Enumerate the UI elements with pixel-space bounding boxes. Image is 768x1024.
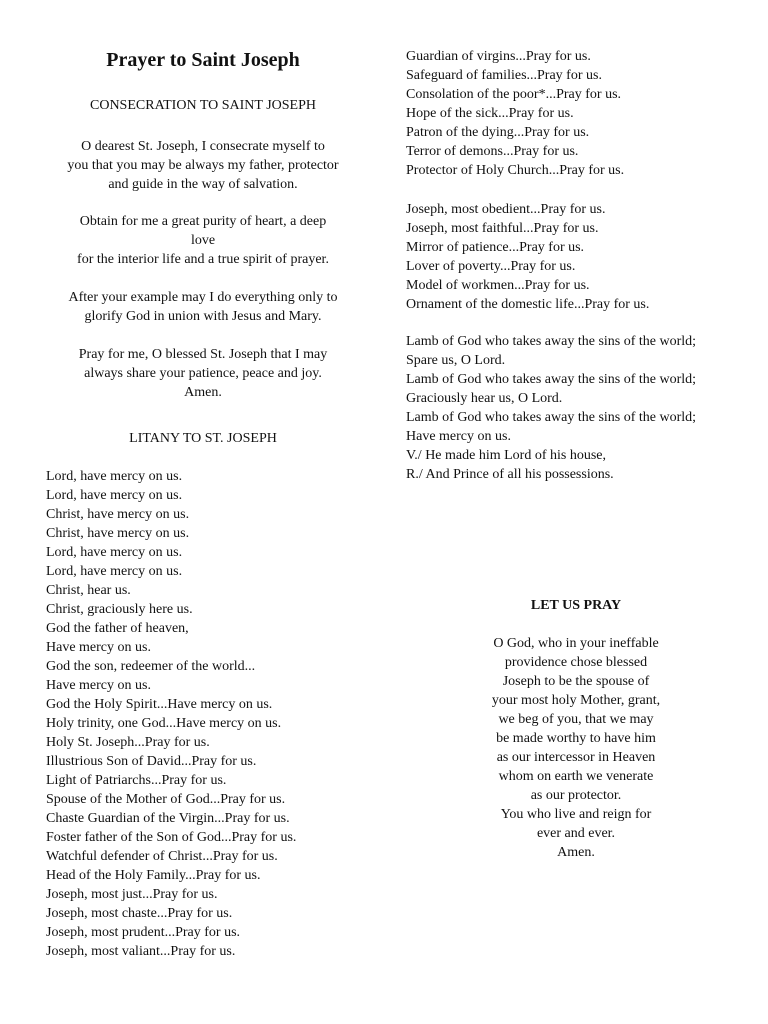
list-item: God the Holy Spirit...Have mercy on us. [46, 697, 273, 712]
consecration-paragraph: Pray for me, O blessed St. Joseph that I may always share your patience, peace and joy. Amen. [78, 347, 328, 400]
list-item: Lover of poverty...Pray for us. [406, 259, 576, 274]
list-item: Christ, hear us. [46, 583, 131, 598]
invocations-list-2 [406, 200, 736, 314]
let-us-pray-heading: LET US PRAY [530, 598, 622, 613]
list-item: Have mercy on us. [46, 640, 151, 655]
consecration-paragraph: After your example may I do everything only to glorify God in union with Jesus and Mary. [68, 290, 338, 324]
list-item: Lamb of God who takes away the sins of the world; [406, 372, 697, 387]
list-item: Graciously hear us, O Lord. [406, 391, 563, 406]
litany-list [46, 467, 376, 961]
list-item: Ornament of the domestic life...Pray for us. [406, 297, 650, 312]
lamb-of-god-list [406, 332, 736, 484]
list-item: Joseph, most prudent...Pray for us. [46, 925, 241, 940]
list-item: Model of workmen...Pray for us. [406, 278, 590, 293]
consecration-heading: CONSECRATION TO SAINT JOSEPH [90, 98, 316, 113]
list-item: Illustrious Son of David...Pray for us. [46, 754, 257, 769]
list-item: Joseph, most obedient...Pray for us. [406, 202, 606, 217]
list-item: Spouse of the Mother of God...Pray for us. [46, 792, 286, 807]
list-item: Lord, have mercy on us. [46, 469, 183, 484]
list-item: Lord, have mercy on us. [46, 545, 183, 560]
list-item: Joseph, most valiant...Pray for us. [46, 944, 236, 959]
list-item: Light of Patriarchs...Pray for us. [46, 773, 227, 788]
list-item: Christ, have mercy on us. [46, 526, 190, 541]
list-item: Consolation of the poor*...Pray for us. [406, 87, 622, 102]
list-item: Watchful defender of Christ...Pray for us. [46, 849, 278, 864]
list-item: Have mercy on us. [406, 429, 511, 444]
list-item: Foster father of the Son of God...Pray for us. [46, 830, 297, 845]
list-item: Joseph, most faithful...Pray for us. [406, 221, 599, 236]
list-item: Christ, graciously here us. [46, 602, 193, 617]
list-item: Christ, have mercy on us. [46, 507, 190, 522]
list-item: Protector of Holy Church...Pray for us. [406, 163, 625, 178]
list-item: R./ And Prince of all his possessions. [406, 467, 614, 482]
list-item: God the son, redeemer of the world... [46, 659, 256, 674]
list-item: Guardian of virgins...Pray for us. [406, 49, 591, 64]
list-item: Lamb of God who takes away the sins of the world; [406, 334, 697, 349]
page-title: Prayer to Saint Joseph [106, 49, 300, 71]
list-item: Lord, have mercy on us. [46, 488, 183, 503]
list-item: God the father of heaven, [46, 621, 189, 636]
list-item: Lord, have mercy on us. [46, 564, 183, 579]
litany-heading: LITANY TO ST. JOSEPH [129, 431, 277, 446]
list-item: Terror of demons...Pray for us. [406, 144, 579, 159]
list-item: Head of the Holy Family...Pray for us. [46, 868, 261, 883]
list-item: Have mercy on us. [46, 678, 151, 693]
consecration-paragraph: O dearest St. Joseph, I consecrate myself to you that you may be always my father, protector and guide in the way of salvation. [67, 139, 339, 192]
list-item: Holy trinity, one God...Have mercy on us. [46, 716, 282, 731]
list-item: Safeguard of families...Pray for us. [406, 68, 602, 83]
list-item: Spare us, O Lord. [406, 353, 506, 368]
list-item: Lamb of God who takes away the sins of the world; [406, 410, 697, 425]
list-item: Chaste Guardian of the Virgin...Pray for us. [46, 811, 290, 826]
list-item: Joseph, most just...Pray for us. [46, 887, 218, 902]
let-us-pray-text: O God, who in your ineffable providence chose blessed Joseph to be the spouse of your most holy Mother, grant, we beg of you, that we may be made worthy to have him as our intercessor in Heaven whom on earth we venerate as our protector. You who live and reign for ever and ever. Amen. [491, 636, 661, 860]
list-item: Patron of the dying...Pray for us. [406, 125, 590, 140]
consecration-paragraph: Obtain for me a great purity of heart, a deep love for the interior life and a true spirit of prayer. [77, 214, 329, 267]
list-item: Joseph, most chaste...Pray for us. [46, 906, 233, 921]
list-item: Holy St. Joseph...Pray for us. [46, 735, 210, 750]
list-item: V./ He made him Lord of his house, [406, 448, 606, 463]
list-item: Hope of the sick...Pray for us. [406, 106, 574, 121]
list-item: Mirror of patience...Pray for us. [406, 240, 585, 255]
invocations-list-1 [406, 47, 736, 180]
